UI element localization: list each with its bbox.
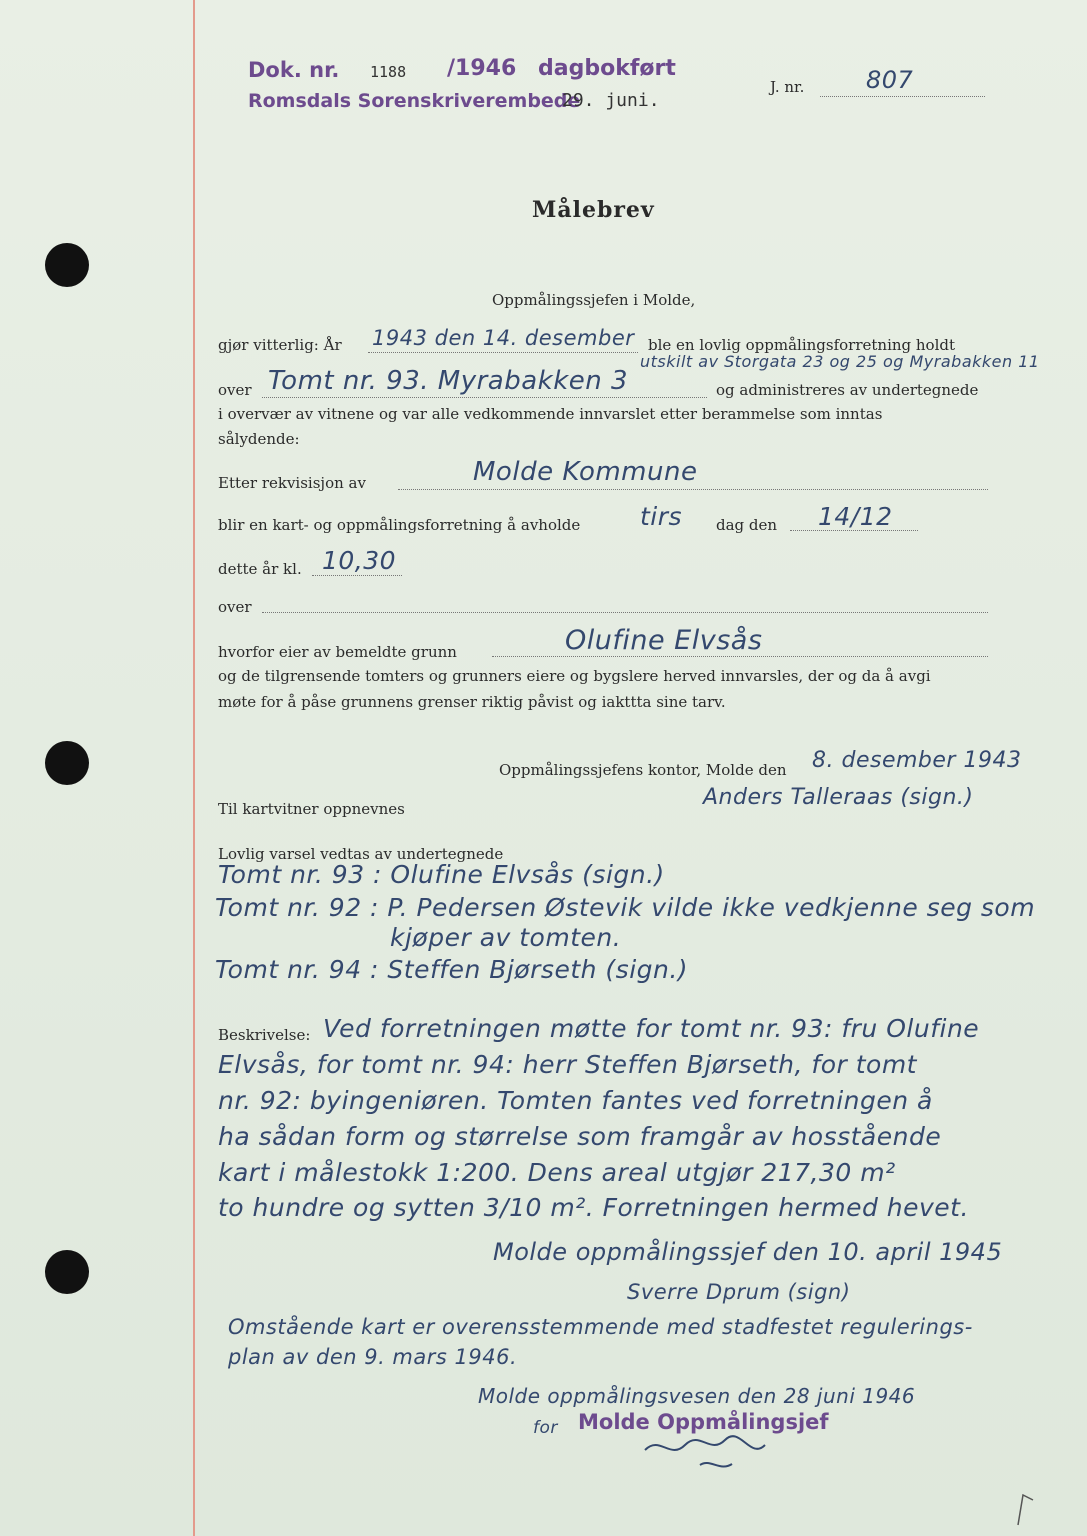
line4: sålydende: (218, 430, 300, 448)
over-dotline (262, 612, 988, 613)
line1-prefix: gjør vitterlig: År (218, 336, 342, 354)
stamp-docno: 1188 (370, 63, 407, 81)
jnr-label: J. nr. (770, 78, 805, 96)
line2-suffix: og administreres av undertegnede (716, 381, 979, 399)
punch-hole-bottom (45, 1250, 89, 1294)
beskrivelse-line-3: nr. 92: byingeniøren. Tomten fantes ved forretningen å (218, 1086, 933, 1115)
beskrivelse-line-6: to hundre og sytten 3/10 m². Forretningen hermed hevet. (218, 1193, 969, 1222)
rekv-hand: Molde Kommune (473, 457, 698, 487)
stamp-year: /1946 (447, 56, 517, 81)
line1-hand: 1943 den 14. desember (372, 326, 635, 350)
avhold-day: tirs (640, 502, 683, 531)
over-label: over (218, 598, 252, 616)
varsel: Lovlig varsel vedtas av undertegnede (218, 845, 504, 863)
punch-hole-top (45, 243, 89, 287)
beskrivelse-line-1: Ved forretningen møtte for tomt nr. 93: fru Olufine (323, 1014, 980, 1043)
avhold-dotline (790, 530, 918, 531)
page-title: Målebrev (532, 197, 655, 223)
kontor-hand: 8. desember 1943 (812, 748, 1022, 773)
line3: i overvær av vitnene og var alle vedkommende innvarslet etter berammelse som inntas (218, 405, 883, 423)
avhold-mid: dag den (716, 516, 778, 534)
kl-hand: 10,30 (322, 546, 397, 575)
margin-line (193, 0, 195, 1536)
signature-scribble (640, 1430, 770, 1475)
closing2-line-2: plan av den 9. mars 1946. (228, 1345, 518, 1369)
line2-hand: Tomt nr. 93. Myrabakken 3 (268, 366, 629, 396)
punch-hole-middle (45, 741, 89, 785)
avhold-prefix: blir en kart- og oppmålingsforretning å avholde (218, 516, 581, 534)
kl-prefix: dette år kl. (218, 560, 302, 578)
closing2-line-1: Omstående kart er overensstemmende med stadfestet regulerings- (228, 1315, 973, 1339)
kontor-prefix: Oppmålingssjefens kontor, Molde den (499, 761, 787, 779)
grense1: og de tilgrensende tomters og grunners eiere og bygslere herved innvarsles, der og da å avgi (218, 667, 931, 685)
kontor-sign: Anders Talleraas (sign.) (703, 785, 974, 810)
eier-prefix: hvorfor eier av bemeldte grunn (218, 643, 457, 661)
beskrivelse-line-4: ha sådan form og størrelse som framgår av hosstående (218, 1122, 942, 1151)
line2-dotline (262, 397, 707, 398)
page-corner-mark (1008, 1490, 1038, 1530)
closing3-stamp: Molde Oppmålingsjef (578, 1410, 829, 1434)
closing1-sign: Sverre Dprum (sign) (627, 1280, 851, 1304)
varsel-line-1: Tomt nr. 93 : Olufine Elvsås (sign.) (218, 860, 665, 889)
closing3-for: for (533, 1418, 558, 1438)
line1-suffix: ble en lovlig oppmålingsforretning holdt (648, 336, 956, 354)
eier-dotline (492, 656, 988, 657)
kartvitner: Til kartvitner oppnevnes (218, 800, 405, 818)
closing3: Molde oppmålingsvesen den 28 juni 1946 (478, 1384, 916, 1408)
rekv-prefix: Etter rekvisisjon av (218, 474, 366, 492)
stamp-date: 29. juni. (562, 90, 660, 111)
authority: Oppmålingssjefen i Molde, (492, 291, 696, 309)
beskrivelse-line-5: kart i målestokk 1:200. Dens areal utgjør 217,30 m² (218, 1158, 896, 1187)
line1b-hand: utskilt av Storgata 23 og 25 og Myrabakken 11 (640, 352, 1040, 371)
varsel-line-3: kjøper av tomten. (390, 923, 622, 952)
jnr-value: 807 (866, 66, 914, 94)
beskrivelse-line-2: Elvsås, for tomt nr. 94: herr Steffen Bjørseth, for tomt (218, 1050, 917, 1079)
beskrivelse-label: Beskrivelse: (218, 1026, 311, 1044)
jnr-dotline (820, 96, 985, 97)
stamp-office: Romsdals Sorenskriverembede (248, 90, 581, 112)
avhold-date: 14/12 (818, 502, 893, 531)
stamp-dagbokfort: dagbokført (538, 56, 676, 81)
rekv-dotline (398, 489, 988, 490)
kl-dotline (312, 575, 402, 576)
varsel-line-2: Tomt nr. 92 : P. Pedersen Østevik vilde ikke vedkjenne seg som (215, 893, 1036, 922)
line2-prefix: over (218, 381, 252, 399)
stamp-dok-label: Dok. nr. (248, 58, 340, 82)
closing1: Molde oppmålingssjef den 10. april 1945 (493, 1238, 1003, 1266)
varsel-line-4: Tomt nr. 94 : Steffen Bjørseth (sign.) (215, 955, 689, 984)
line1-dotline (368, 352, 638, 353)
grense2: møte for å påse grunnens grenser riktig påvist og iakttta sine tarv. (218, 693, 726, 711)
eier-hand: Olufine Elvsås (565, 625, 763, 656)
